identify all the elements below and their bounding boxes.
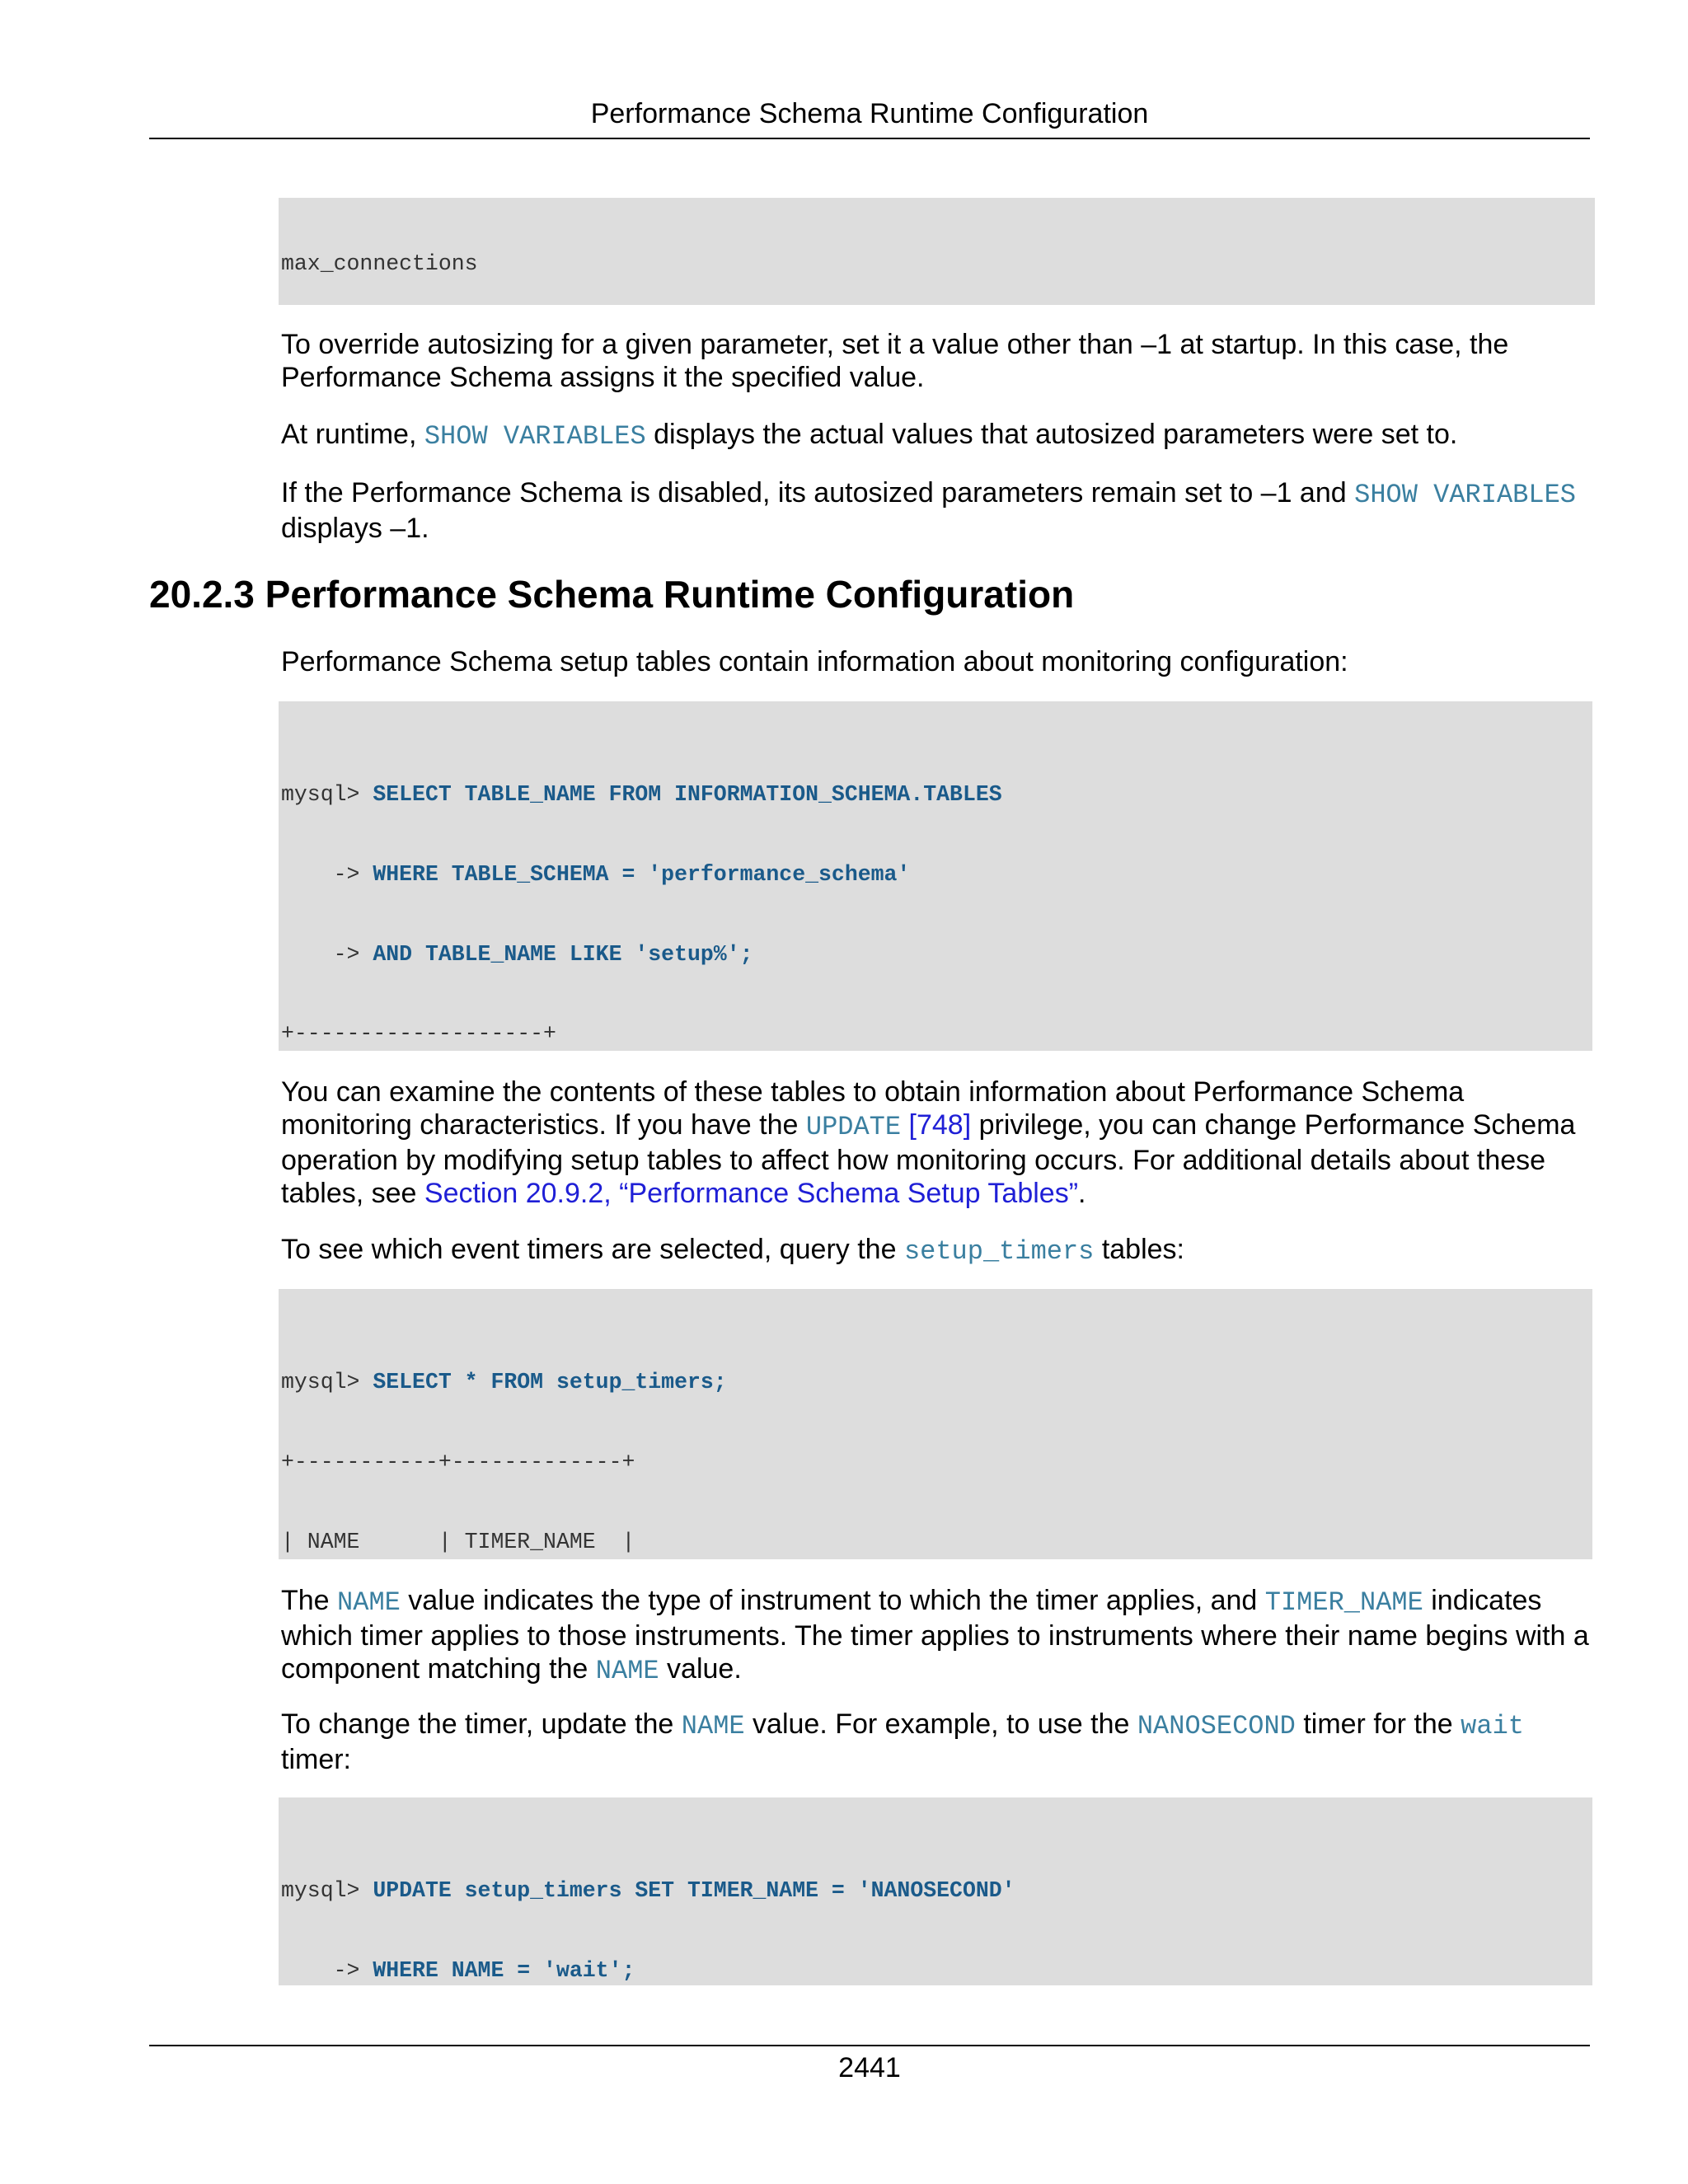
text: You can examine the contents of these tables to obtain information about Performance Schema monitoring characteristics. If you have the <box>281 1076 1465 1141</box>
setup-timers-literal: setup_timers <box>903 1236 1095 1267</box>
code-line <box>281 781 1592 808</box>
show-variables-literal: SHOW VARIABLES <box>1354 480 1576 510</box>
override-paragraph: To override autosizing for a given parameter, set it a value other than –1 at startup. In this case, the Performance Schema assigns it the specified value. <box>281 329 1509 393</box>
sql-command: SELECT TABLE_NAME FROM INFORMATION_SCHEMA.TABLES <box>373 782 1002 808</box>
name-literal: NAME <box>595 1656 659 1686</box>
page-number: 2441 <box>838 2052 901 2083</box>
footer-rule <box>149 2045 1590 2046</box>
header-rule <box>149 138 1590 139</box>
sql-command: SELECT * FROM setup_timers; <box>373 1370 727 1395</box>
output-line: | NAME | TIMER_NAME | <box>281 1529 635 1554</box>
timers-paragraph <box>279 1233 1595 1268</box>
text: . <box>1078 1178 1086 1209</box>
disabled-paragraph <box>279 476 1595 545</box>
text: privilege, you can change Performance Schema operation by modifying setup tables to affect how monitoring occurs. For additional details about these tables, see <box>281 1109 1576 1209</box>
text: If the Performance Schema is disabled, its autosized parameters remain set to –1 and <box>281 477 1355 509</box>
output-line: +-------------------+ <box>281 1021 556 1047</box>
setup-timers-query-block <box>279 1289 1592 1559</box>
text: displays –1. <box>281 513 429 544</box>
text: To see which event timers are selected, query the <box>281 1234 904 1265</box>
code-line <box>281 1957 1592 1984</box>
text: value. For example, to use the <box>744 1708 1137 1740</box>
text: indicates which timer applies to those instruments. The timer applies to instruments where their name begins with a component matching the <box>281 1585 1589 1685</box>
text: value. <box>659 1653 742 1685</box>
wait-literal: wait <box>1461 1711 1524 1741</box>
autosized-params-block <box>279 198 1595 305</box>
examine-paragraph <box>279 1076 1595 1210</box>
timer-name-literal: TIMER_NAME <box>1264 1587 1423 1618</box>
setup-tables-section-link[interactable]: Section 20.9.2, “Performance Schema Setup Tables” <box>424 1178 1079 1209</box>
prompt: mysql> <box>281 1370 373 1395</box>
text: displays the actual values that autosized parameters were set to. <box>645 419 1458 450</box>
code-line <box>281 941 1592 968</box>
sql-command: UPDATE setup_timers SET TIMER_NAME = 'NANOSECOND' <box>373 1878 1015 1904</box>
section-heading: 20.2.3 Performance Schema Runtime Configuration <box>149 573 1075 616</box>
output-line: +-----------+-------------+ <box>281 1450 635 1474</box>
prompt: mysql> <box>281 1878 373 1904</box>
text: The <box>281 1585 338 1616</box>
privilege-reference-link[interactable]: [748] <box>901 1109 972 1141</box>
change-timer-paragraph <box>279 1708 1595 1776</box>
name-literal: NAME <box>337 1587 401 1618</box>
prompt: -> <box>281 862 373 887</box>
name-value-paragraph <box>279 1584 1595 1688</box>
update-literal: UPDATE <box>805 1112 902 1142</box>
prompt: -> <box>281 1958 373 1983</box>
text: tables: <box>1094 1234 1184 1265</box>
text: At runtime, <box>281 419 424 450</box>
show-variables-literal: SHOW VARIABLES <box>424 421 646 452</box>
code-line <box>281 1369 1592 1395</box>
code-line: max_connections <box>281 251 478 277</box>
text: timer for the <box>1295 1708 1461 1740</box>
code-line <box>281 1877 1592 1904</box>
code-line <box>281 861 1592 888</box>
setup-tables-query-block <box>279 701 1592 1051</box>
runtime-paragraph <box>279 418 1595 453</box>
setup-intro-paragraph: Performance Schema setup tables contain information about monitoring configuration: <box>281 646 1348 677</box>
name-literal: NAME <box>681 1711 745 1741</box>
sql-command: WHERE NAME = 'wait'; <box>373 1958 635 1983</box>
prompt: mysql> <box>281 782 373 808</box>
prompt: -> <box>281 941 373 967</box>
sql-command: WHERE TABLE_SCHEMA = 'performance_schema' <box>373 862 911 887</box>
text: value indicates the type of instrument to which the timer applies, and <box>400 1585 1265 1616</box>
text: To change the timer, update the <box>281 1708 682 1740</box>
sql-command: AND TABLE_NAME LIKE 'setup%'; <box>373 941 753 967</box>
running-header: Performance Schema Runtime Configuration <box>590 98 1149 129</box>
update-timer-query-block <box>279 1797 1592 1985</box>
text: timer: <box>281 1744 351 1775</box>
nanosecond-literal: NANOSECOND <box>1137 1711 1296 1741</box>
